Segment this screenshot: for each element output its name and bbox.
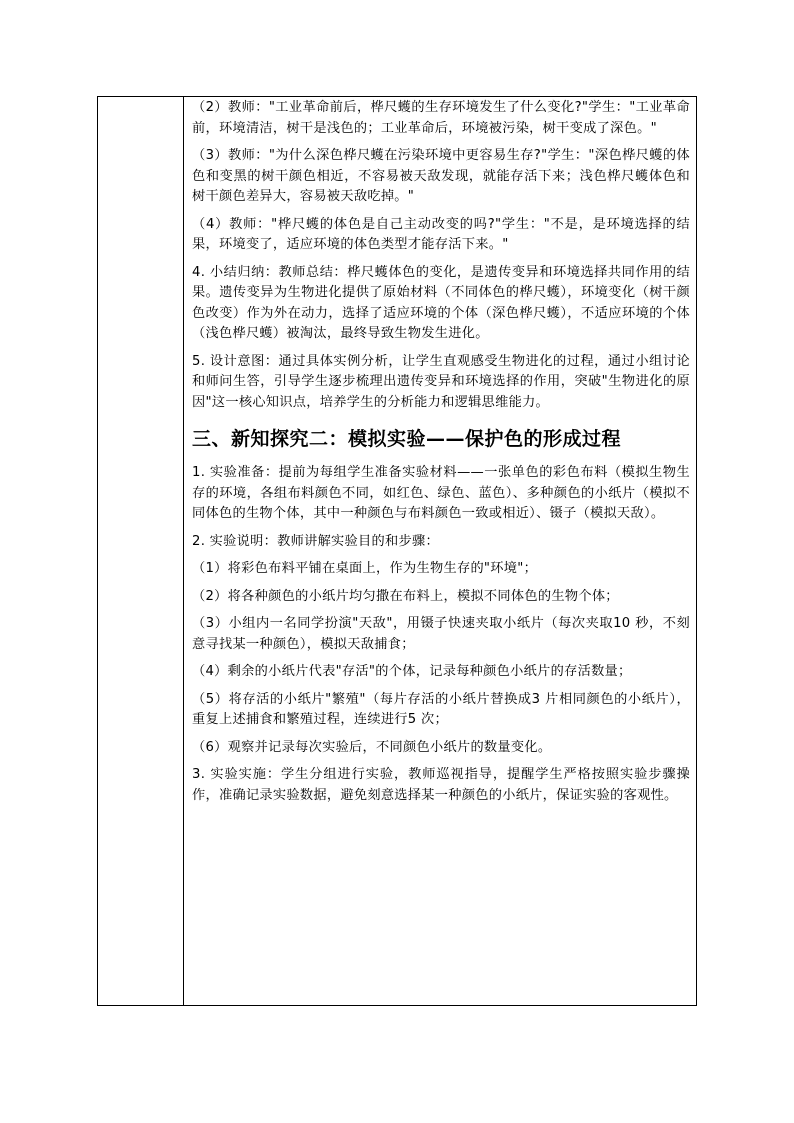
design-intent-paragraph: 5. 设计意图：通过具体实例分析，让学生直观感受生物进化的过程，通过小组讨论和师问生答，引导学生逐步梳理出遗传变异和环境选择的作用，突破"生物进化的原因"这一核心知识点，培养学生的分析能力和逻辑思维能力。	[192, 353, 690, 410]
experiment-step: （2）将各种颜色的小纸片均匀撒在布料上，模拟不同体色的生物个体；	[192, 588, 619, 604]
dialogue-paragraph: （2）教师："工业革命前后，桦尺蠖的生存环境发生了什么变化?"学生："工业革命前，环境清洁，树干是浅色的；工业革命后，环境被污染，树干变成了深色。"	[192, 100, 690, 136]
lesson-plan-table	[97, 96, 697, 1006]
dialogue-paragraph: （3）教师："为什么深色桦尺蠖在污染环境中更容易生存?"学生："深色桦尺蠖的体色和变黑的树干颜色相近，不容易被天敌发现，就能存活下来；浅色桦尺蠖体色和树干颜色差异大，容易被天敌吃掉。"	[192, 148, 690, 204]
experiment-step: （4）剩余的小纸片代表"存活"的个体，记录每种颜色小纸片的存活数量；	[192, 664, 632, 679]
table-content-cell	[192, 98, 690, 813]
experiment-prep-paragraph: 1. 实验准备：提前为每组学生准备实验材料——一张单色的彩色布料（模拟生物生存的环境，各组布料颜色不同，如红色、绿色、蓝色）、多种颜色的小纸片（模拟不同体色的生物个体，其中一种颜色与布料颜色一致或相近）、镊子（模拟天敌）。	[192, 465, 690, 521]
experiment-step: （1）将彩色布料平铺在桌面上，作为生物生存的"环境"；	[192, 561, 538, 576]
experiment-step: （5）将存活的小纸片"繁殖"（每片存活的小纸片替换成3 片相同颜色的小纸片），重复上述捕食和繁殖过程，连续进行5 次；	[192, 691, 690, 727]
experiment-step: （3）小组内一名同学扮演"天敌"，用镊子快速夹取小纸片（每次夹取10 秒，不刻意寻找某一种颜色），模拟天敌捕食；	[192, 616, 690, 652]
experiment-intro-paragraph: 2. 实验说明：教师讲解实验目的和步骤：	[192, 533, 439, 549]
experiment-step: （6）观察并记录每次实验后，不同颜色小纸片的数量变化。	[192, 739, 552, 755]
table-left-column	[98, 97, 184, 1005]
summary-paragraph: 4. 小结归纳：教师总结：桦尺蠖体色的变化，是遗传变异和环境选择共同作用的结果。遗传变异为生物进化提供了原始材料（不同体色的桦尺蠖），环境变化（树干颜色改变）作为外在动力，选择了适应环境的个体（深色桦尺蠖），不适应环境的个体（浅色桦尺蠖）被淘汰，最终导致生物发生进化。	[192, 264, 690, 341]
section-heading: 三、新知探究二：模拟实验——保护色的形成过程	[192, 428, 622, 450]
dialogue-paragraph: （4）教师："桦尺蠖的体色是自己主动改变的吗?"学生："不是，是环境选择的结果，环境变了，适应环境的体色类型才能存活下来。"	[192, 216, 690, 252]
experiment-implementation-paragraph: 3. 实验实施：学生分组进行实验，教师巡视指导，提醒学生严格按照实验步骤操作，准确记录实验数据，避免刻意选择某一种颜色的小纸片，保证实验的客观性。	[192, 767, 690, 803]
